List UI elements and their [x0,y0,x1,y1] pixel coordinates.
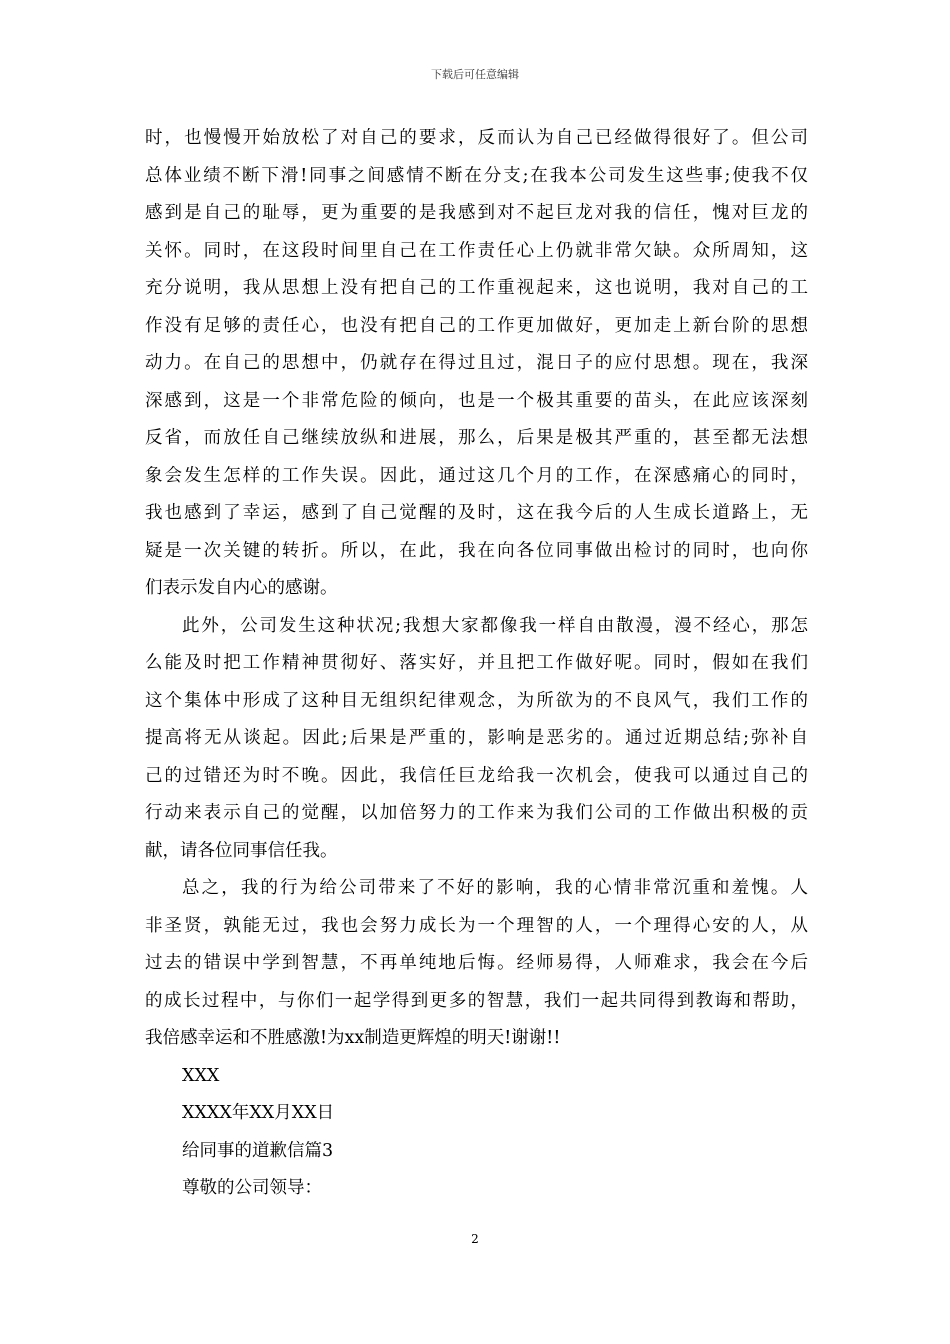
text-line: 时，也慢慢开始放松了对自己的要求，反而认为自己已经做得很好了。但公司 [145,128,808,148]
text-line: 过去的错误中学到智慧，不再单纯地后悔。经师易得，人师难求，我会在今后 [145,953,808,973]
text-line: 深感到，这是一个非常危险的倾向，也是一个极其重要的苗头，在此应该深刻 [145,390,808,411]
text-line: 非圣贤，孰能无过，我也会努力成长为一个理智的人，一个理得心安的人，从 [145,915,808,936]
text-line: 我倍感幸运和不胜感激!为xx制造更辉煌的明天!谢谢!! [145,1028,561,1048]
section-title: 给同事的道歉信篇3 [182,1140,334,1161]
text-line: 们表示发自内心的感谢。 [145,578,338,598]
salutation: 尊敬的公司领导： [182,1178,322,1198]
text-line: 动力。在自己的思想中，仍就存在得过且过，混日子的应付思想。现在，我深 [145,353,808,373]
page-number: 2 [471,1232,479,1246]
text-line: 己的过错还为时不晚。因此，我信任巨龙给我一次机会，使我可以通过自己的 [145,765,808,786]
signature-date: XXXX年XX月XX日 [182,1103,335,1123]
text-line: 这个集体中形成了这种目无组织纪律观念，为所欲为的不良风气，我们工作的 [145,690,808,711]
text-line: 的成长过程中，与你们一起学得到更多的智慧，我们一起共同得到教诲和帮助， [145,990,808,1011]
text-line: 总体业绩不断下滑!同事之间感情不断在分支;在我本公司发生这些事;使我不仅 [145,165,808,186]
text-line: 疑是一次关键的转折。所以，在此，我在向各位同事做出检讨的同时，也向你 [145,540,808,561]
text-line: 提高将无从谈起。因此;后果是严重的，影响是恶劣的。通过近期总结;弥补自 [145,728,808,748]
paragraph-first-line: 此外，公司发生这种状况;我想大家都像我一样自由散漫，漫不经心，那怎 [182,615,808,636]
document-body [145,120,808,1208]
text-line: 行动来表示自己的觉醒，以加倍努力的工作来为我们公司的工作做出积极的贡 [145,803,808,823]
text-line: 象会发生怎样的工作失误。因此，通过这几个月的工作，在深感痛心的同时， [145,465,808,486]
text-line: 作没有足够的责任心，也没有把自己的工作更加做好，更加走上新台阶的思想 [145,315,808,336]
text-line: 么能及时把工作精神贯彻好、落实好，并且把工作做好呢。同时，假如在我们 [145,653,808,673]
paragraph-first-line: 总之，我的行为给公司带来了不好的影响，我的心情非常沉重和羞愧。人 [182,878,808,898]
text-line: 献，请各位同事信任我。 [145,840,338,861]
signature-name: XXX [182,1065,220,1086]
text-line: 我也感到了幸运，感到了自己觉醒的及时，这在我今后的人生成长道路上，无 [145,503,808,523]
text-line: 关怀。同时，在这段时间里自己在工作责任心上仍就非常欠缺。众所周知，这 [145,240,808,261]
text-line: 反省，而放任自己继续放纵和进展，那么，后果是极其严重的，甚至都无法想 [145,428,808,448]
text-line: 充分说明，我从思想上没有把自己的工作重视起来，这也说明，我对自己的工 [145,278,808,298]
page-header: 下载后可任意编辑 [431,68,519,81]
text-line: 感到是自己的耻辱，更为重要的是我感到对不起巨龙对我的信任，愧对巨龙的 [145,203,808,223]
